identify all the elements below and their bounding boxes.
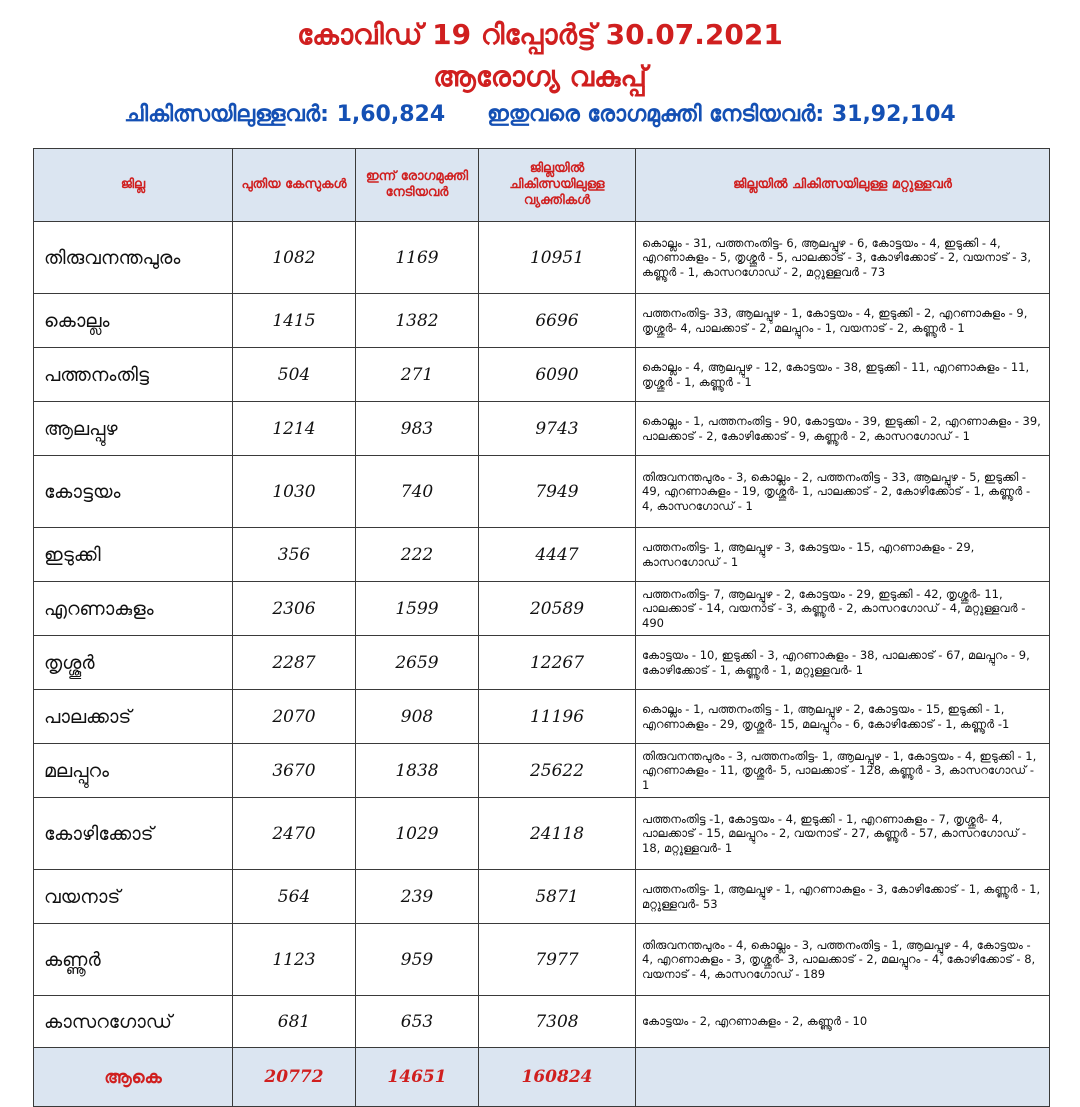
under-treatment-cell: 5871 [479,870,636,924]
district-cell: മലപ്പുറം [34,744,233,798]
under-treatment-cell: 7308 [479,996,636,1048]
under-treatment-cell: 11196 [479,690,636,744]
table-row [34,294,1050,348]
under-treatment-cell: 20589 [479,582,636,636]
others-cell: കൊല്ലം - 31, പത്തനംതിട്ട- 6, ആലപ്പുഴ - 6, കോട്ടയം - 4, ഇടുക്കി - 4, എറണാകുളം - 5, തൃശ്ശൂർ - 5, പാലക്കാട് - 3, കോഴിക്കോട് - 2, വയനാട് - 3, കണ്ണൂർ - 1, കാസറഗോഡ് - 2, മറ്റുള്ളവർ - 73 [636,222,1050,294]
others-cell: പത്തനംതിട്ട- 7, ആലപ്പുഴ - 2, കോട്ടയം - 29, ഇടുക്കി - 42, തൃശ്ശൂർ- 11, പാലക്കാട് - 14, വയനാട് - 3, കണ്ണൂർ - 2, കാസറഗോഡ് - 4, മറ്റുള്ളവർ - 490 [636,582,1050,636]
district-cell: വയനാട് [34,870,233,924]
new-cases-cell: 3670 [233,744,356,798]
under-treatment-cell: 10951 [479,222,636,294]
table-row [34,402,1050,456]
department-title: ആരോഗ്യ വകുപ്പ് [433,60,647,93]
district-cell: കാസറഗോഡ് [34,996,233,1048]
under-treatment-cell: 12267 [479,636,636,690]
new-cases-cell: 2287 [233,636,356,690]
table-header-row [34,149,1050,222]
district-cell: ആലപ്പുഴ [34,402,233,456]
table-row [34,924,1050,996]
under-treatment-cell: 7949 [479,456,636,528]
others-cell: കൊല്ലം - 1, പത്തനംതിട്ട - 90, കോട്ടയം - 39, ഇടുക്കി - 2, എറണാകുളം - 39, പാലക്കാട് - 2, കോഴിക്കോട് - 9, കണ്ണൂർ - 2, കാസറഗോഡ് - 1 [636,402,1050,456]
table-row [34,798,1050,870]
table-row [34,582,1050,636]
new-cases-cell: 356 [233,528,356,582]
recovered-total-stat: ഇതുവരെ രോഗമുക്തി നേടിയവർ: 31,92,104 [487,102,956,127]
district-cell: കണ്ണൂർ [34,924,233,996]
new-cases-cell: 2306 [233,582,356,636]
under-treatment-stat: ചികിത്സയിലുള്ളവർ: 1,60,824 [124,102,446,127]
district-cell: തൃശ്ശൂർ [34,636,233,690]
under-treatment-cell: 7977 [479,924,636,996]
new-cases-cell: 1415 [233,294,356,348]
others-cell: തിരുവനന്തപുരം - 3, കൊല്ലം - 2, പത്തനംതിട്ട - 33, ആലപ്പുഴ - 5, ഇടുക്കി - 49, എറണാകുളം - 19, തൃശ്ശൂർ- 1, പാലക്കാട് - 2, കോഴിക്കോട് - 1, കണ്ണൂർ - 4, കാസറഗോഡ് - 1 [636,456,1050,528]
total-recovered: 14651 [356,1048,479,1107]
total-others [636,1048,1050,1107]
under-treatment-cell: 25622 [479,744,636,798]
column-header-recovered: ഇന്ന് രോഗമുക്തി നേടിയവർ [356,149,479,222]
others-cell: തിരുവനന്തപുരം - 3, പത്തനംതിട്ട- 1, ആലപ്പുഴ - 1, കോട്ടയം - 4, ഇടുക്കി - 1, എറണാകുളം - 11, തൃശ്ശൂർ- 5, പാലക്കാട് - 128, കണ്ണൂർ - 3, കാസറഗോഡ് - 1 [636,744,1050,798]
table-row [34,996,1050,1048]
recovered-cell: 1169 [356,222,479,294]
others-cell: പത്തനംതിട്ട -1, കോട്ടയം - 4, ഇടുക്കി - 1, എറണാകുളം - 7, തൃശ്ശൂർ- 4, പാലക്കാട് - 15, മലപ്പുറം - 2, വയനാട് - 27, കണ്ണൂർ - 57, കാസറഗോഡ് - 18, മറ്റുള്ളവർ- 1 [636,798,1050,870]
under-treatment-cell: 6090 [479,348,636,402]
recovered-cell: 1029 [356,798,479,870]
new-cases-cell: 681 [233,996,356,1048]
recovered-cell: 2659 [356,636,479,690]
under-treatment-cell: 24118 [479,798,636,870]
others-cell: പത്തനംതിട്ട- 1, ആലപ്പുഴ - 1, എറണാകുളം - 3, കോഴിക്കോട് - 1, കണ്ണൂർ - 1, മറ്റുള്ളവർ- 53 [636,870,1050,924]
summary-stats [0,102,1080,127]
others-cell: പത്തനംതിട്ട- 33, ആലപ്പുഴ - 1, കോട്ടയം - 4, ഇടുക്കി - 2, എറണാകുളം - 9, തൃശ്ശൂർ- 4, പാലക്കാട് - 2, മലപ്പുറം - 1, വയനാട് - 2, കണ്ണൂർ - 1 [636,294,1050,348]
table-body [34,222,1050,1048]
report-title: കോവിഡ് 19 റിപ്പോർട്ട് 30.07.2021 [297,18,783,51]
column-header-others: ജില്ലയിൽ ചികിത്സയിലുള്ള മറ്റുള്ളവർ [636,149,1050,222]
recovered-cell: 1838 [356,744,479,798]
total-under-treatment: 160824 [479,1048,636,1107]
district-report-table [33,148,1050,1107]
district-cell: ഇടുക്കി [34,528,233,582]
table-row [34,528,1050,582]
table-row [34,690,1050,744]
district-cell: പത്തനംതിട്ട [34,348,233,402]
total-label: ആകെ [34,1048,233,1107]
column-header-district: ജില്ല [34,149,233,222]
table-row [34,222,1050,294]
recovered-cell: 222 [356,528,479,582]
others-cell: കോട്ടയം - 2, എറണാകുളം - 2, കണ്ണൂർ - 10 [636,996,1050,1048]
district-cell: പാലക്കാട് [34,690,233,744]
table-row [34,636,1050,690]
total-row [34,1048,1050,1107]
table-row [34,456,1050,528]
table-row [34,348,1050,402]
new-cases-cell: 564 [233,870,356,924]
recovered-cell: 653 [356,996,479,1048]
district-cell: കൊല്ലം [34,294,233,348]
new-cases-cell: 1082 [233,222,356,294]
others-cell: തിരുവനന്തപുരം - 4, കൊല്ലം - 3, പത്തനംതിട്ട - 1, ആലപ്പുഴ - 4, കോട്ടയം - 4, എറണാകുളം - 3, തൃശ്ശൂർ- 3, പാലക്കാട് - 2, മലപ്പുറം - 4, കോഴിക്കോട് - 8, വയനാട് - 4, കാസറഗോഡ് - 189 [636,924,1050,996]
others-cell: പത്തനംതിട്ട- 1, ആലപ്പുഴ - 3, കോട്ടയം - 15, എറണാകുളം - 29, കാസറഗോഡ് - 1 [636,528,1050,582]
district-cell: കോഴിക്കോട് [34,798,233,870]
others-cell: കൊല്ലം - 1, പത്തനംതിട്ട - 1, ആലപ്പുഴ - 2, കോട്ടയം - 15, ഇടുക്കി - 1, എറണാകുളം - 29, തൃശ്ശൂർ- 15, മലപ്പുറം - 6, കോഴിക്കോട് - 1, കണ്ണൂർ -1 [636,690,1050,744]
others-cell: കോട്ടയം - 10, ഇടുക്കി - 3, എറണാകുളം - 38, പാലക്കാട് - 67, മലപ്പുറം - 9, കോഴിക്കോട് - 1, കണ്ണൂർ - 1, മറ്റുള്ളവർ- 1 [636,636,1050,690]
recovered-cell: 1382 [356,294,479,348]
table-row [34,870,1050,924]
column-header-new-cases: പുതിയ കേസുകൾ [233,149,356,222]
recovered-cell: 908 [356,690,479,744]
new-cases-cell: 504 [233,348,356,402]
under-treatment-cell: 4447 [479,528,636,582]
new-cases-cell: 1030 [233,456,356,528]
recovered-cell: 740 [356,456,479,528]
new-cases-cell: 1123 [233,924,356,996]
recovered-cell: 959 [356,924,479,996]
others-cell: കൊല്ലം - 4, ആലപ്പുഴ - 12, കോട്ടയം - 38, ഇടുക്കി - 11, എറണാകുളം - 11, തൃശ്ശൂർ - 1, കണ്ണൂർ - 1 [636,348,1050,402]
recovered-cell: 1599 [356,582,479,636]
district-cell: കോട്ടയം [34,456,233,528]
under-treatment-cell: 6696 [479,294,636,348]
district-cell: തിരുവനന്തപുരം [34,222,233,294]
recovered-cell: 271 [356,348,479,402]
total-new-cases: 20772 [233,1048,356,1107]
new-cases-cell: 2470 [233,798,356,870]
new-cases-cell: 2070 [233,690,356,744]
recovered-cell: 239 [356,870,479,924]
column-header-under-treatment: ജില്ലയിൽ ചികിത്സയിലുള്ള വ്യക്തികൾ [479,149,636,222]
new-cases-cell: 1214 [233,402,356,456]
table-row [34,744,1050,798]
recovered-cell: 983 [356,402,479,456]
district-cell: എറണാകുളം [34,582,233,636]
under-treatment-cell: 9743 [479,402,636,456]
